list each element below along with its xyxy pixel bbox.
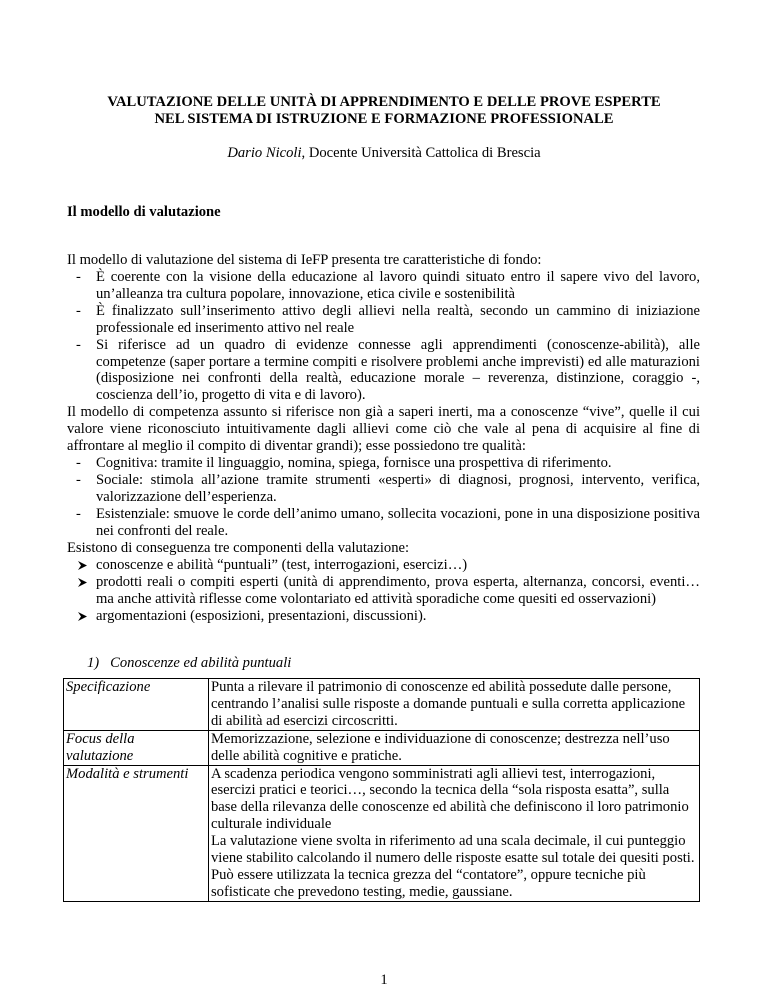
table-row [64, 730, 700, 765]
list-item: - Esistenziale: smuove le corde dell’animo umano, sollecita vocazioni, pone in una disposizione positiva nei confronti del reale. [67, 506, 700, 540]
author-name: Dario Nicoli [227, 145, 302, 161]
table-value-cell [209, 765, 700, 901]
table-row [64, 679, 700, 731]
table-key-cell: Specificazione [64, 679, 209, 731]
list-item: - Sociale: stimola all’azione tramite strumenti «esperti» di diagnosi, prognosi, intervento, verifica, valorizzazione dell’esperienza. [67, 472, 700, 506]
paragraph-2: Il modello di competenza assunto si riferisce non già a saperi inerti, ma a conoscenze “vive”, quelle il cui valore viene riconosciuto intuitivamente dagli allievi come ciò che vale al pena di acquisire al fine di affrontare al meglio il compito di diventar grandi); esse possiedono tre qualità: [67, 404, 700, 454]
list-item-text: argomentazioni (esposizioni, presentazioni, discussioni). [96, 607, 427, 624]
specification-table [63, 678, 700, 902]
arrow-bullet-icon [77, 611, 88, 622]
table-value-cell: Punta a rilevare il patrimonio di conoscenze ed abilità possedute dalle persone, centrando l’analisi sulle risposte a domande puntuali e sulla corretta applicazione di abilità ad esercizi circoscritti. [209, 679, 700, 731]
document-title [60, 94, 708, 128]
arrow-bullet-icon [77, 577, 88, 588]
title-line-1: VALUTAZIONE DELLE UNITÀ DI APPRENDIMENTO E DELLE PROVE ESPERTE [107, 94, 661, 110]
arrow-bullet-icon [77, 560, 88, 571]
list-item-text: prodotti reali o compiti esperti (unità di apprendimento, prova esperta, alternanza, concorsi, eventi… ma anche attività riflesse come volontariato ed attività sporadiche come quesiti ed osservazioni) [96, 573, 700, 607]
author-affiliation: , Docente Università Cattolica di Brescia [301, 145, 541, 161]
list-item [67, 608, 700, 625]
table-value-cell: Memorizzazione, selezione e individuazione di conoscenze; destrezza nell’uso delle abilità cognitive e pratiche. [209, 730, 700, 765]
list-item: - È coerente con la visione della educazione al lavoro quindi situato entro il sapere vivo del lavoro, un’alleanza tra cultura popolare, innovazione, etica civile e sostenibilità [67, 269, 700, 303]
section-heading: Il modello di valutazione [67, 204, 221, 220]
list-item-text: conoscenze e abilità “puntuali” (test, interrogazioni, esercizi…) [96, 557, 468, 573]
list-item [67, 557, 700, 574]
list-components [67, 557, 700, 625]
page-number: 1 [380, 972, 388, 988]
list-item: - Cognitiva: tramite il linguaggio, nomina, spiega, fornisce una prospettiva di riferimento. [67, 455, 700, 472]
table-key-cell: Modalità e strumenti [64, 765, 209, 901]
subsection-title: Conoscenze ed abilità puntuali [110, 655, 292, 671]
list-qualities [67, 455, 700, 540]
paragraph-3: Esistono di conseguenza tre componenti della valutazione: [67, 540, 410, 556]
table-value-paragraph: La valutazione viene svolta in riferimento ad una scala decimale, il cui punteggio viene stabilito calcolando il numero delle risposte esatte sul totale dei quesiti posti. Può essere utilizzata la tecnica grezza del “contatore”, oppure tecniche più sofisticate che prevedono testing, medie, gaussiane. [211, 833, 695, 900]
list-item: - È finalizzato sull’inserimento attivo degli allievi nella realtà, secondo un cammino di iniziazione professionale ed inserimento attivo nel reale [67, 303, 700, 337]
table-key-cell: Focus della valutazione [64, 730, 209, 765]
list-item: - Si riferisce ad un quadro di evidenze connesse agli apprendimenti (conoscenze-abilità), alle competenze (saper portare a termine compiti e risolvere problemi anche imprevisti) ed alle maturazioni (disposizione nei confronti della realtà, educazione morale – reverenza, distinzione, coraggio -, coscienza dell’io, progetto di vita e di lavoro). [67, 337, 700, 405]
subsection-number: 1) [87, 655, 100, 671]
table-row [64, 765, 700, 901]
paragraph-1: Il modello di valutazione del sistema di IeFP presenta tre caratteristiche di fondo: [67, 252, 542, 268]
list-characteristics [67, 269, 700, 404]
table-value-paragraph: A scadenza periodica vengono somministrati agli allievi test, interrogazioni, esercizi pratici e teorici…, secondo la tecnica della “sola risposta esatta”, sulla base della rilevanza delle conoscenze ed abilità che definiscono il loro patrimonio culturale individuale [211, 765, 689, 833]
subsection-heading [87, 655, 291, 672]
title-line-2: NEL SISTEMA DI ISTRUZIONE E FORMAZIONE PROFESSIONALE [154, 111, 614, 127]
list-item [67, 574, 700, 608]
author-line [60, 145, 708, 162]
